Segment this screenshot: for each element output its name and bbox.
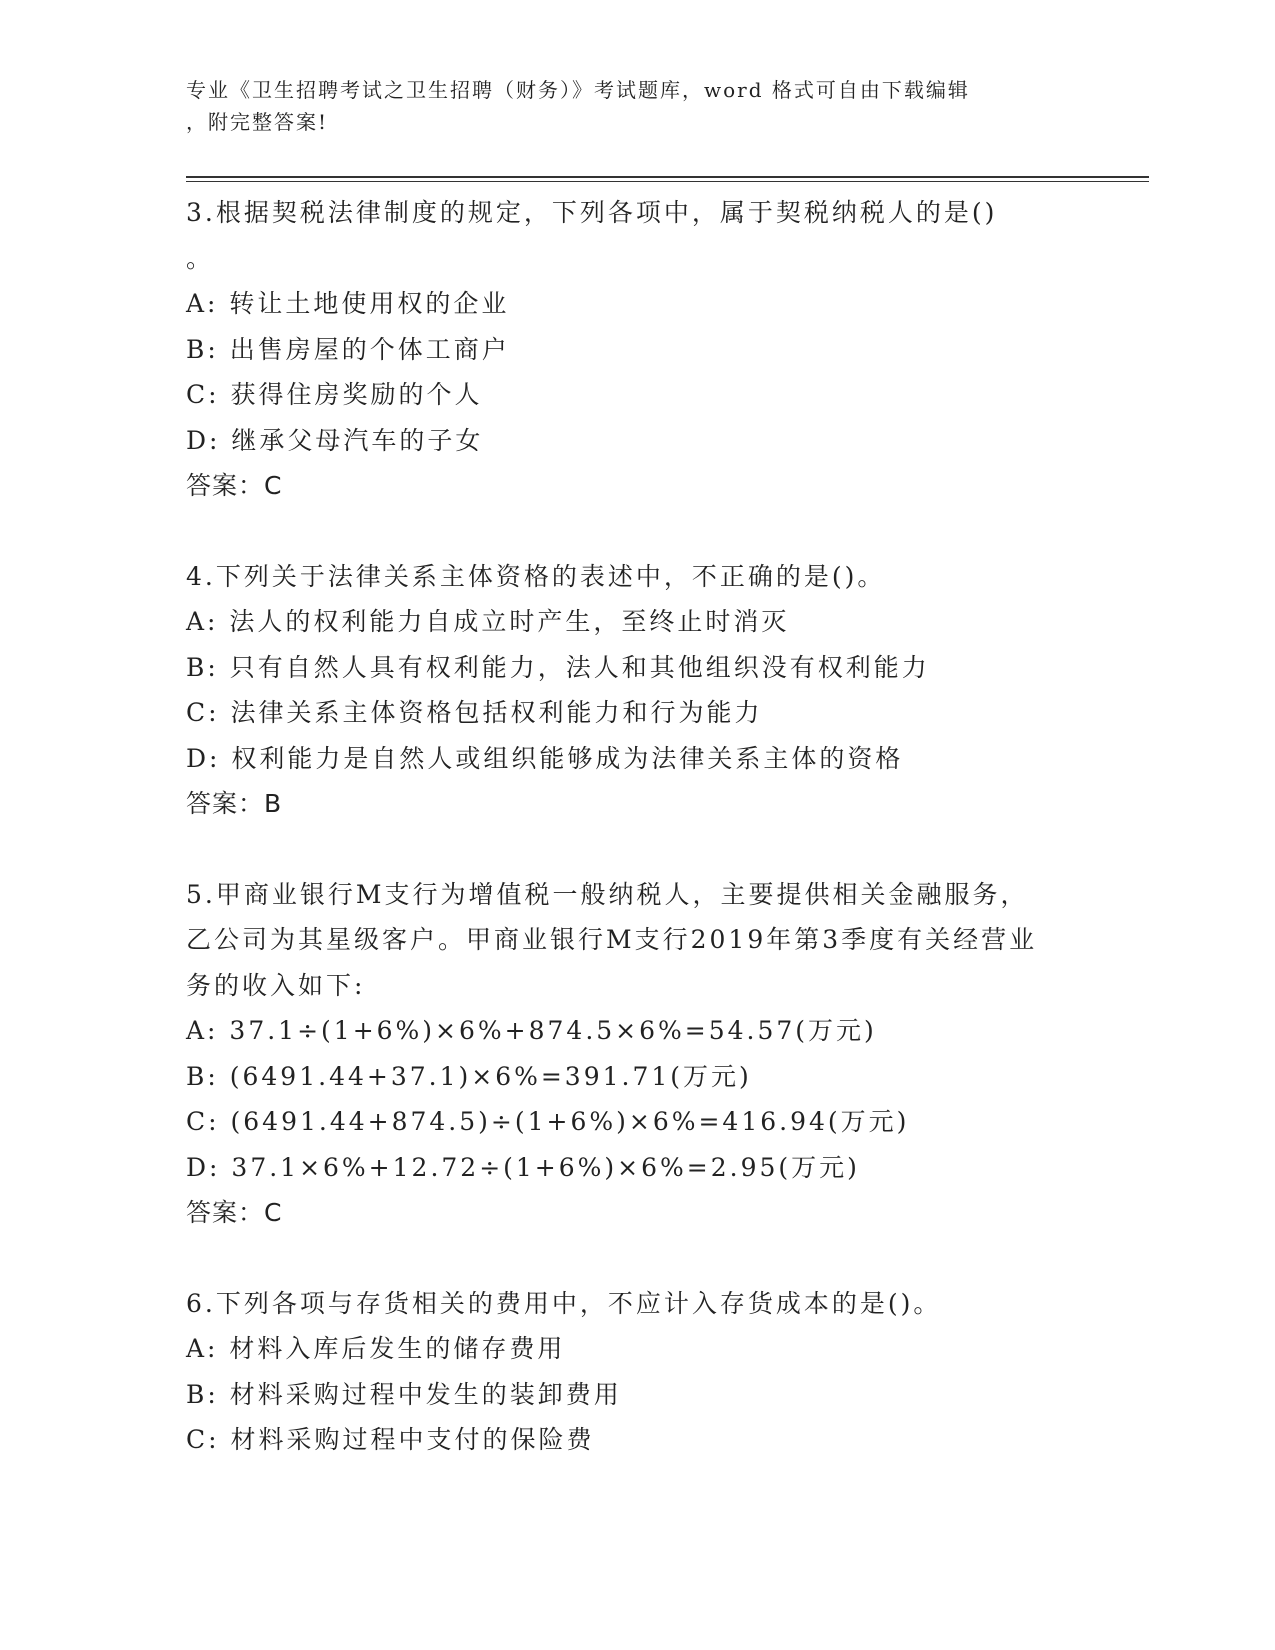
option-a: A: 法人的权利能力自成立时产生，至终止时消灭 — [186, 607, 790, 636]
question-stem-line: 5.甲商业银行M支行为增值税一般纳税人，主要提供相关金融服务， — [186, 879, 1029, 909]
question-6 — [186, 1281, 1086, 1463]
header-line-2: ，附完整答案! — [186, 110, 329, 134]
question-stem-line: 6.下列各项与存货相关的费用中，不应计入存货成本的是()。 — [186, 1288, 942, 1318]
option-c: C: 法律关系主体资格包括权利能力和行为能力 — [186, 698, 763, 727]
question-list — [186, 190, 1086, 1463]
option-a: A: 37.1÷(1+6%)×6%+874.5×6%=54.57(万元) — [186, 1016, 877, 1045]
option-a: A: 转让土地使用权的企业 — [186, 289, 510, 318]
option-d: D: 继承父母汽车的子女 — [186, 425, 484, 455]
option-c: C: (6491.44+874.5)÷(1+6%)×6%=416.94(万元) — [186, 1107, 910, 1136]
option-b: B: (6491.44+37.1)×6%=391.71(万元) — [186, 1061, 752, 1091]
question-stem-line: 乙公司为其星级客户。甲商业银行M支行2019年第3季度有关经营业 — [186, 925, 1038, 954]
question-3 — [186, 190, 1086, 509]
answer-line: 答案：C — [186, 471, 283, 500]
option-a: A: 材料入库后发生的储存费用 — [186, 1334, 566, 1363]
question-stem-line: 3.根据契税法律制度的规定，下列各项中，属于契税纳税人的是() — [186, 198, 998, 227]
option-b: B: 只有自然人具有权利能力，法人和其他组织没有权利能力 — [186, 652, 930, 682]
question-stem-line: 4.下列关于法律关系主体资格的表述中，不正确的是()。 — [186, 561, 886, 591]
header-divider-thick — [186, 176, 1149, 178]
header-divider-thin — [186, 181, 1149, 182]
answer-line: 答案：B — [186, 789, 283, 818]
option-b: B: 出售房屋的个体工商户 — [186, 334, 510, 364]
option-d: D: 权利能力是自然人或组织能够成为法律关系主体的资格 — [186, 743, 904, 773]
option-d: D: 37.1×6%+12.72÷(1+6%)×6%=2.95(万元) — [186, 1152, 860, 1182]
option-c: C: 材料采购过程中支付的保险费 — [186, 1425, 595, 1454]
question-5 — [186, 872, 1086, 1236]
answer-line: 答案：C — [186, 1198, 283, 1227]
question-4 — [186, 554, 1086, 827]
option-c: C: 获得住房奖励的个人 — [186, 380, 483, 409]
document-header — [186, 74, 1086, 138]
question-stem-line: 务的收入如下: — [186, 970, 366, 1000]
question-stem-line: 。 — [186, 243, 215, 273]
header-line-1: 专业《卫生招聘考试之卫生招聘（财务）》考试题库，word 格式可自由下载编辑 — [186, 78, 970, 102]
option-b: B: 材料采购过程中发生的装卸费用 — [186, 1379, 622, 1409]
